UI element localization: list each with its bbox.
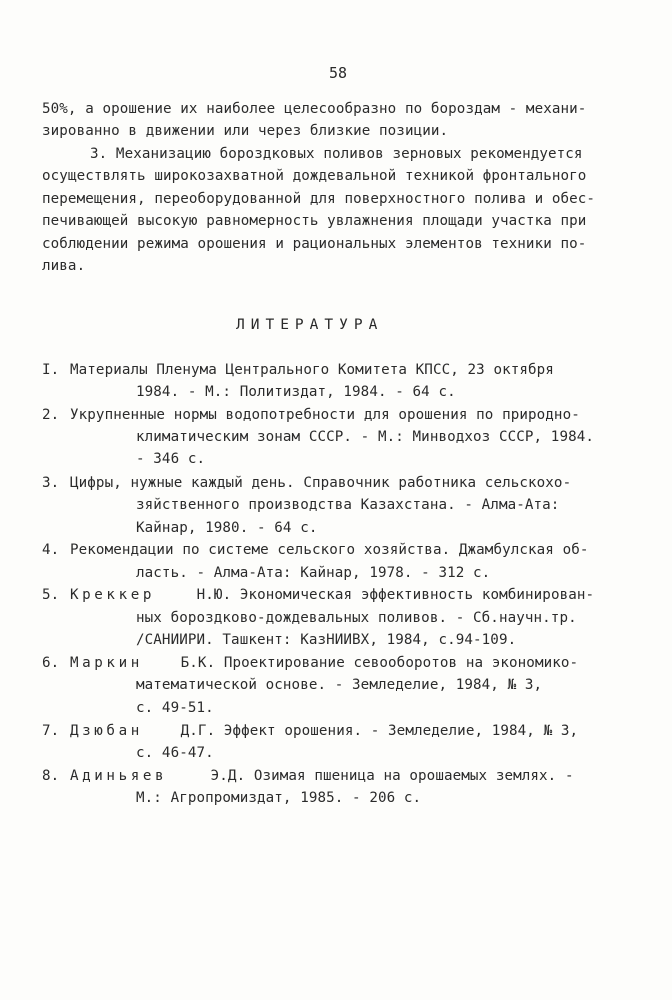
- page-number: 58: [329, 64, 348, 82]
- reference-2-line-1: Укрупненные нормы водопотребности для орошения по природно-: [70, 407, 580, 423]
- reference-5-number: 5.: [42, 587, 60, 603]
- references-heading: ЛИТЕРАТУРА: [236, 317, 384, 333]
- reference-1-line-2: 1984. - М.: Политиздат, 1984. - 64 с.: [136, 384, 456, 400]
- reference-1-number: I.: [42, 362, 60, 378]
- reference-5-line-2: ных бороздково-дождевальных поливов. - Сб.научн.тр.: [136, 610, 577, 626]
- reference-5-line-1: Н.Ю. Экономическая эффективность комбинирован-: [188, 587, 595, 603]
- reference-5-author: Креккер: [70, 587, 155, 603]
- reference-7-author: Дзюбан: [70, 723, 143, 739]
- paragraph-1-line-1: 50%, а орошение их наиболее целесообразно по бороздам - механи-: [42, 101, 587, 117]
- reference-4-line-2: ласть. - Алма-Ата: Кайнар, 1978. - 312 с.: [136, 565, 491, 581]
- paragraph-2-line-5: соблюдении режима орошения и рациональных элементов техники по-: [42, 236, 587, 252]
- reference-6-number: 6.: [42, 655, 60, 671]
- reference-5-line-3: /САНИИРИ. Ташкент: КазНИИВХ, 1984, с.94-109.: [136, 632, 517, 648]
- reference-6-line-2: математической основе. - Земледелие, 1984, № 3,: [136, 677, 543, 693]
- reference-6-line-1: Б.К. Проектирование севооборотов на экономико-: [172, 655, 579, 671]
- paragraph-1-line-2: зированно в движении или через близкие позиции.: [42, 123, 449, 139]
- reference-2-number: 2.: [42, 407, 60, 423]
- reference-2-line-3: - 346 с.: [136, 451, 206, 467]
- paragraph-2-line-2: осуществлять широкозахватной дождевальной техникой фронтального: [42, 168, 587, 184]
- reference-4-line-1: Рекомендации по системе сельского хозяйства. Джамбулская об-: [70, 542, 589, 558]
- reference-6-author: Маркин: [70, 655, 143, 671]
- reference-3-line-1: Цифры, нужные каждый день. Справочник работника сельскохо-: [70, 475, 572, 491]
- reference-1-line-1: Материалы Пленума Центрального Комитета КПСС, 23 октября: [70, 362, 554, 378]
- reference-8-line-2: М.: Агропромиздат, 1985. - 206 с.: [136, 790, 422, 806]
- paragraph-2-line-4: печивающей высокую равномерность увлажнения площади участка при: [42, 213, 587, 229]
- paragraph-2-line-1: 3. Механизацию бороздковых поливов зерновых рекомендуется: [90, 146, 583, 162]
- reference-4-number: 4.: [42, 542, 60, 558]
- reference-8-line-1: Э.Д. Озимая пшеница на орошаемых землях. -: [202, 768, 574, 784]
- reference-3-line-3: Кайнар, 1980. - 64 с.: [136, 520, 318, 536]
- reference-2-line-2: климатическим зонам СССР. - М.: Минводхоз СССР, 1984.: [136, 429, 595, 445]
- reference-7-number: 7.: [42, 723, 60, 739]
- reference-7-line-1: Д.Г. Эффект орошения. - Земледелие, 1984, № 3,: [172, 723, 579, 739]
- reference-3-number: 3.: [42, 475, 60, 491]
- reference-8-number: 8.: [42, 768, 60, 784]
- reference-3-line-2: зяйственного производства Казахстана. - Алма-Ата:: [136, 497, 560, 513]
- reference-7-line-2: с. 46-47.: [136, 745, 214, 761]
- paragraph-2-line-3: перемещения, переоборудованной для поверхностного полива и обес-: [42, 191, 596, 207]
- reference-8-author: Адиньяев: [70, 768, 168, 784]
- reference-6-line-3: с. 49-51.: [136, 700, 214, 716]
- paragraph-2-line-6: лива.: [42, 258, 86, 274]
